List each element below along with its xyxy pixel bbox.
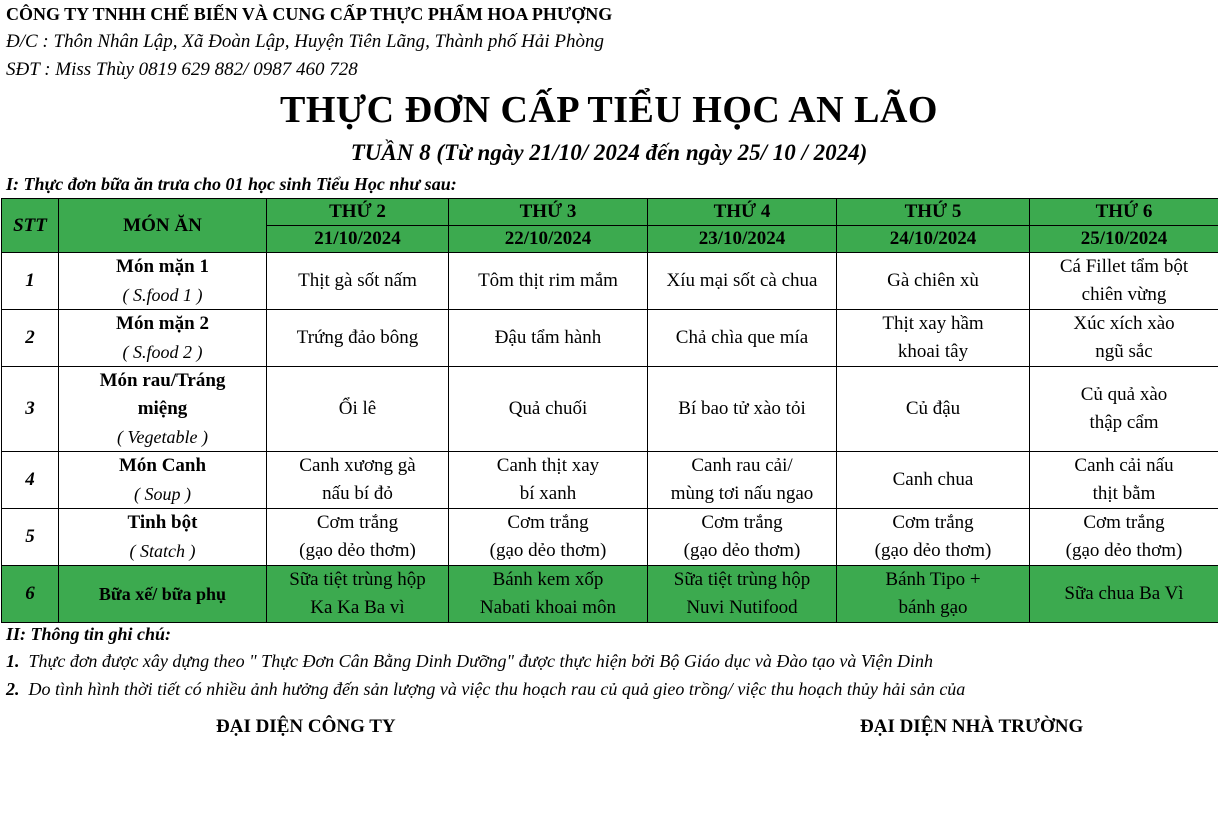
dish-line: Chả chìa que mía: [675, 327, 809, 348]
dish-category-sub: ( Soup ): [134, 484, 191, 504]
dish-line: Sữa chua Ba Vì: [1064, 583, 1184, 604]
table-row: [2, 452, 1218, 509]
menu-cell: [267, 509, 449, 566]
dish-category-name: Món Canh: [118, 455, 207, 476]
dish-line: Củ đậu: [905, 398, 961, 419]
table-row: [2, 310, 1218, 367]
dish-line: Thịt gà sốt nấm: [298, 270, 417, 291]
section-heading-notes: II: Thông tin ghi chú:: [6, 624, 172, 644]
row-number: 1: [2, 253, 59, 310]
menu-cell: [837, 310, 1030, 367]
company-phone: SĐT : Miss Thùy 0819 629 882/ 0987 460 728: [6, 59, 358, 80]
menu-cell: [267, 253, 449, 310]
dish-line: Trứng đảo bông: [296, 327, 419, 348]
dish-line: mùng tơi nấu ngao: [670, 483, 814, 504]
dish-line: nấu bí đỏ: [322, 483, 393, 504]
dish-line: Nabati khoai môn: [479, 597, 617, 618]
dish-line: Cơm trắng: [892, 512, 974, 533]
dish-line: Tôm thịt rim mắm: [478, 270, 618, 291]
table-row-snack: [2, 566, 1218, 623]
dish-category-name: Món rau/Tráng: [99, 370, 226, 391]
dish-line: Củ quả xào: [1080, 384, 1168, 405]
dish-header: MÓN ĂN: [59, 199, 267, 253]
menu-cell: [449, 253, 648, 310]
note-1: [6, 651, 933, 672]
dish-line: thịt bằm: [1092, 483, 1156, 504]
dish-line: (gạo dẻo thơm): [299, 540, 416, 561]
page-title: THỰC ĐƠN CẤP TIỂU HỌC AN LÃO: [280, 89, 938, 131]
dish-line: Nuvi Nutifood: [686, 597, 798, 618]
dish-category-sub: ( S.food 1 ): [122, 285, 203, 305]
table-row: [2, 509, 1218, 566]
menu-cell: [837, 452, 1030, 509]
menu-cell: [837, 253, 1030, 310]
dish-line: Canh chua: [892, 469, 974, 490]
dish-line: Canh rau cải/: [691, 455, 793, 476]
dish-line: Cơm trắng: [316, 512, 399, 533]
dish-category: [59, 253, 267, 310]
menu-cell: [648, 509, 837, 566]
dish-line: (gạo dẻo thơm): [683, 540, 801, 561]
dish-line: khoai tây: [897, 341, 969, 362]
dish-line: Quả chuối: [508, 398, 588, 419]
menu-table: [1, 198, 1218, 623]
menu-cell: [267, 566, 449, 623]
section-heading-lunch: I: Thực đơn bữa ăn trưa cho 01 học sinh Tiểu Học như sau:: [6, 174, 457, 194]
dish-category: [59, 367, 267, 452]
dish-line: Gà chiên xù: [887, 270, 979, 291]
dish-line: Canh thịt xay: [496, 455, 600, 476]
dish-category-name: miệng: [137, 398, 188, 419]
menu-cell: [648, 253, 837, 310]
menu-cell: [837, 566, 1030, 623]
dish-line: Thịt xay hầm: [882, 313, 984, 334]
day-header: THỨ 4: [648, 199, 837, 226]
table-row: [2, 367, 1218, 452]
dish-line: Canh cải nấu: [1074, 455, 1174, 476]
date-header: 21/10/2024: [267, 226, 449, 253]
menu-cell: [837, 509, 1030, 566]
menu-cell: [837, 367, 1030, 452]
dish-line: chiên vừng: [1081, 284, 1167, 305]
row-number: 3: [2, 367, 59, 452]
date-header: 25/10/2024: [1030, 226, 1218, 253]
menu-cell: [1030, 509, 1218, 566]
dish-category-sub: ( Vegetable ): [117, 427, 208, 447]
dish-line: Sữa tiệt trùng hộp: [673, 569, 811, 590]
dish-line: thập cẩm: [1089, 412, 1159, 433]
dish-line: (gạo dẻo thơm): [874, 540, 992, 561]
dish-line: Bánh Tipo +: [885, 569, 981, 590]
menu-cell: [449, 452, 648, 509]
dish-line: Xúc xích xào: [1073, 313, 1175, 334]
menu-cell: [267, 367, 449, 452]
dish-line: bánh gạo: [898, 597, 968, 618]
row-number: 6: [2, 566, 59, 623]
menu-cell: [449, 367, 648, 452]
menu-cell: [449, 310, 648, 367]
signature-company: ĐẠI DIỆN CÔNG TY: [216, 716, 396, 737]
dish-line: Bánh kem xốp: [492, 569, 604, 590]
menu-cell: [449, 566, 648, 623]
dish-category-name: Món mặn 2: [116, 313, 209, 334]
signature-school: ĐẠI DIỆN NHÀ TRƯỜNG: [860, 716, 1084, 737]
header-row-days: [2, 199, 1218, 226]
menu-table-body: [2, 199, 1218, 623]
date-header: 23/10/2024: [648, 226, 837, 253]
menu-cell: [1030, 253, 1218, 310]
dish-category-name: Tinh bột: [127, 512, 198, 533]
menu-cell: [1030, 566, 1218, 623]
row-number: 5: [2, 509, 59, 566]
week-range: TUẦN 8 (Từ ngày 21/10/ 2024 đến ngày 25/ 10 / 2024): [350, 140, 868, 165]
dish-line: ngũ sắc: [1095, 341, 1153, 362]
stt-header: STT: [2, 199, 59, 253]
day-header: THỨ 3: [449, 199, 648, 226]
dish-category-name: Món mặn 1: [116, 256, 209, 277]
dish-line: (gạo dẻo thơm): [489, 540, 607, 561]
company-name: CÔNG TY TNHH CHẾ BIẾN VÀ CUNG CẤP THỰC PHẨM HOA PHƯỢNG: [6, 4, 613, 24]
dish-line: Ka Ka Ba vì: [310, 597, 405, 618]
dish-line: Sữa tiệt trùng hộp: [289, 569, 426, 590]
menu-cell: [267, 310, 449, 367]
menu-cell: [648, 566, 837, 623]
row-number: 2: [2, 310, 59, 367]
menu-cell: [1030, 367, 1218, 452]
menu-cell: [1030, 452, 1218, 509]
dish-category: Bữa xế/ bữa phụ: [59, 566, 267, 623]
dish-line: Ổi lê: [338, 398, 377, 419]
note-number: 2.: [6, 679, 20, 699]
note-number: 1.: [6, 651, 20, 671]
day-header: THỨ 2: [267, 199, 449, 226]
dish-line: (gạo dẻo thơm): [1065, 540, 1183, 561]
menu-cell: [1030, 310, 1218, 367]
dish-category: [59, 452, 267, 509]
dish-line: Cơm trắng: [1083, 512, 1165, 533]
dish-line: Canh xương gà: [299, 455, 416, 476]
note-2: [6, 679, 965, 700]
note-text: Thực đơn được xây dựng theo " Thực Đơn Cân Bằng Dinh Dưỡng" được thực hiện bởi Bộ Giáo dục và Đào tạo và Viện Dinh: [28, 651, 934, 671]
menu-cell: [648, 452, 837, 509]
row-number: 4: [2, 452, 59, 509]
company-address: Đ/C : Thôn Nhân Lập, Xã Đoàn Lập, Huyện Tiên Lãng, Thành phố Hải Phòng: [6, 31, 605, 52]
dish-line: Bí bao tử xào tỏi: [678, 398, 806, 419]
menu-cell: [267, 452, 449, 509]
dish-category: [59, 310, 267, 367]
dish-category-sub: ( Statch ): [129, 541, 196, 561]
date-header: 22/10/2024: [449, 226, 648, 253]
day-header: THỨ 5: [837, 199, 1030, 226]
menu-cell: [648, 310, 837, 367]
dish-line: Xíu mại sốt cà chua: [666, 270, 818, 291]
dish-line: bí xanh: [519, 483, 577, 504]
dish-category: [59, 509, 267, 566]
menu-cell: [449, 509, 648, 566]
note-text: Do tình hình thời tiết có nhiều ảnh hưởng đến sản lượng và việc thu hoạch rau củ quả gieo trồng/ việc thu hoạch thủy hải sản của: [28, 679, 966, 699]
date-header: 24/10/2024: [837, 226, 1030, 253]
dish-line: Cá Fillet tẩm bột: [1059, 256, 1189, 277]
dish-line: Cơm trắng: [507, 512, 589, 533]
dish-line: Đậu tẩm hành: [494, 327, 602, 348]
dish-category-sub: ( S.food 2 ): [122, 342, 203, 362]
table-row: [2, 253, 1218, 310]
day-header: THỨ 6: [1030, 199, 1218, 226]
menu-cell: [648, 367, 837, 452]
dish-line: Cơm trắng: [701, 512, 783, 533]
